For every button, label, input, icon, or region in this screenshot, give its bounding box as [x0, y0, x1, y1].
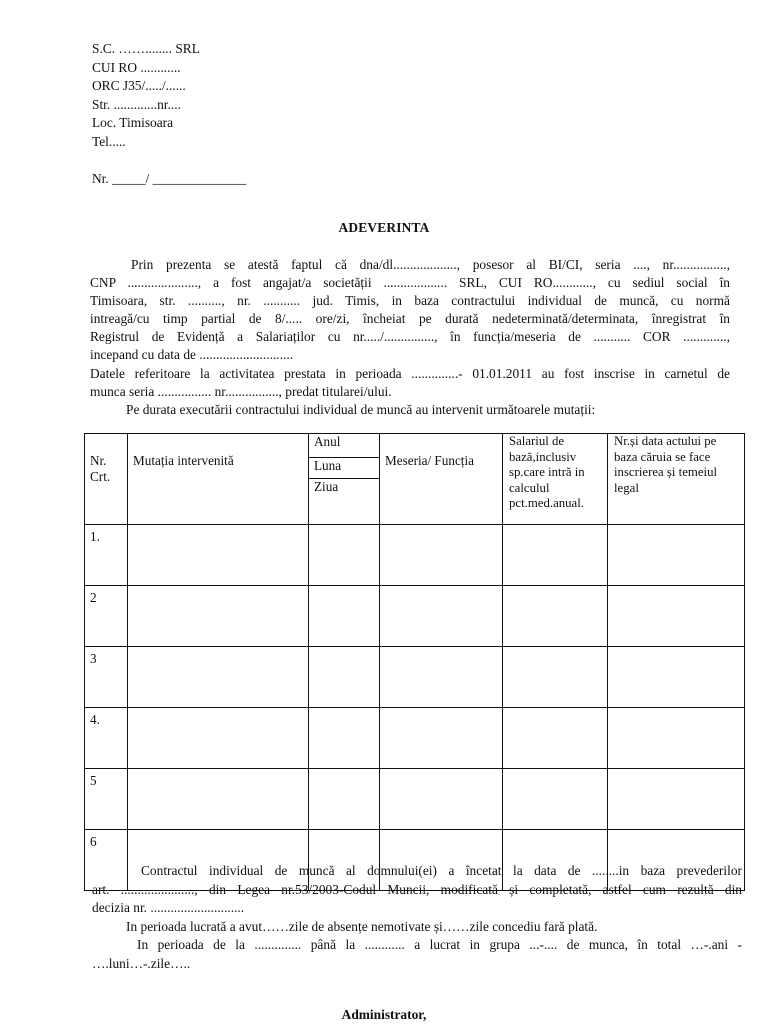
- cell-salariul: [503, 647, 608, 708]
- row-number: 4.: [85, 708, 128, 769]
- footer-line-4: In perioada lucrată a avut……zile de absențe nemotivate și……zile concediu fară plată.: [126, 918, 598, 934]
- cell-actul: [608, 586, 745, 647]
- table-row: [85, 525, 745, 586]
- table-row: [85, 708, 745, 769]
- cell-mutatia: [128, 769, 309, 830]
- document-title: ADEVERINTA: [338, 220, 430, 235]
- cell-salariul: [503, 708, 608, 769]
- header-luna: Luna: [309, 458, 380, 479]
- footer-line-5: In perioada de la .............. până la ............ a lucrat in grupa ...-.... de munca, în total …-.ani -: [137, 937, 742, 953]
- body-line-6: incepand cu data de ............................: [90, 347, 294, 363]
- company-street: Str. .............nr....: [92, 96, 181, 112]
- header-nr-crt: Nr. Crt.: [85, 434, 128, 525]
- cell-actul: [608, 525, 745, 586]
- mutations-table: [84, 433, 745, 891]
- registration-number: Nr. _____/ ______________: [92, 170, 247, 186]
- body-line-8: munca seria ................ nr................, predat titularei/ului.: [90, 383, 392, 399]
- header-ziua: Ziua: [309, 479, 380, 525]
- body-line-9: Pe durata executării contractului individual de muncă au intervenit următoarele mutații:: [126, 401, 596, 417]
- company-name: S.C. ……........ SRL: [92, 41, 200, 56]
- body-line-1: Prin prezenta se atestă faptul că dna/dl..................., posesor al BI/CI, seria ...., nr................,: [131, 257, 730, 272]
- header-actul: Nr.și data actului pe baza căruia se face inscrierea și temeiul legal: [608, 434, 745, 525]
- body-line-3: Timisoara, str. .........., nr. ........... jud. Timis, in baza contractului individual de muncă, cu normă: [90, 293, 730, 309]
- table-row: [85, 769, 745, 830]
- body-line-4: intreagă/cu timp partial de 8/..... ore/zi, încheiat pe durată nedeterminată/determinata, înregistrat în: [90, 311, 730, 327]
- company-orc: ORC J35/...../......: [92, 78, 186, 94]
- body-line-2: CNP ....................., a fost angajat/a societății ................... SRL, CUI RO............, cu sediul social în: [90, 275, 730, 291]
- footer-line-1: Contractul individual de muncă al domnului(ei) a încetat la data de ........in baza prevederilor: [141, 863, 742, 878]
- cell-actul: [608, 769, 745, 830]
- cell-meseria: [380, 769, 503, 830]
- cell-date: [309, 586, 380, 647]
- cell-mutatia: [128, 586, 309, 647]
- company-header: [92, 40, 246, 188]
- company-phone: Tel.....: [92, 133, 126, 149]
- company-locality: Loc. Timisoara: [92, 115, 174, 131]
- cell-meseria: [380, 647, 503, 708]
- row-number: 2: [85, 586, 128, 647]
- body-line-7: Datele referitoare la activitatea prestata in perioada ..............- 01.01.2011 au fost inscrise in carnetul de: [90, 365, 730, 381]
- cell-mutatia: [128, 708, 309, 769]
- cell-mutatia: [128, 525, 309, 586]
- cell-salariul: [503, 525, 608, 586]
- cell-meseria: [380, 708, 503, 769]
- cell-actul: [608, 647, 745, 708]
- header-meseria: Meseria/ Funcția: [380, 434, 503, 525]
- row-number: 5: [85, 769, 128, 830]
- footer-line-6: ….luni…-.zile…..: [92, 955, 191, 971]
- cell-date: [309, 769, 380, 830]
- cell-meseria: [380, 525, 503, 586]
- row-number: 6: [85, 830, 128, 891]
- footer-line-2: art. ......................, din Legea nr.53/2003-Codul Muncii, modificată și completată, astfel cum rezultă din: [92, 881, 742, 897]
- header-mutatia: Mutația intervenită: [128, 434, 309, 525]
- cell-date: [309, 708, 380, 769]
- body-line-5: Registrul de Evidență a Salariaților cu nr...../..............., în funcția/meseria de ........... COR .............,: [90, 329, 730, 345]
- cell-date: [309, 647, 380, 708]
- cell-actul: [608, 708, 745, 769]
- header-salariul: Salariul de bază,inclusiv sp.care intră in calculul pct.med.anual.: [503, 434, 608, 525]
- cell-meseria: [380, 586, 503, 647]
- company-cui: CUI RO ............: [92, 59, 181, 75]
- termination-section: [92, 862, 742, 974]
- table-row: [85, 586, 745, 647]
- header-anul: Anul: [309, 434, 380, 458]
- row-number: 3: [85, 647, 128, 708]
- administrator-signature-label: Administrator,: [341, 1007, 427, 1022]
- cell-mutatia: [128, 647, 309, 708]
- cell-date: [309, 525, 380, 586]
- cell-salariul: [503, 769, 608, 830]
- footer-line-3: decizia nr. ............................: [92, 900, 245, 916]
- table-row: [85, 647, 745, 708]
- cell-salariul: [503, 586, 608, 647]
- row-number: 1.: [85, 525, 128, 586]
- certificate-body: [90, 256, 730, 419]
